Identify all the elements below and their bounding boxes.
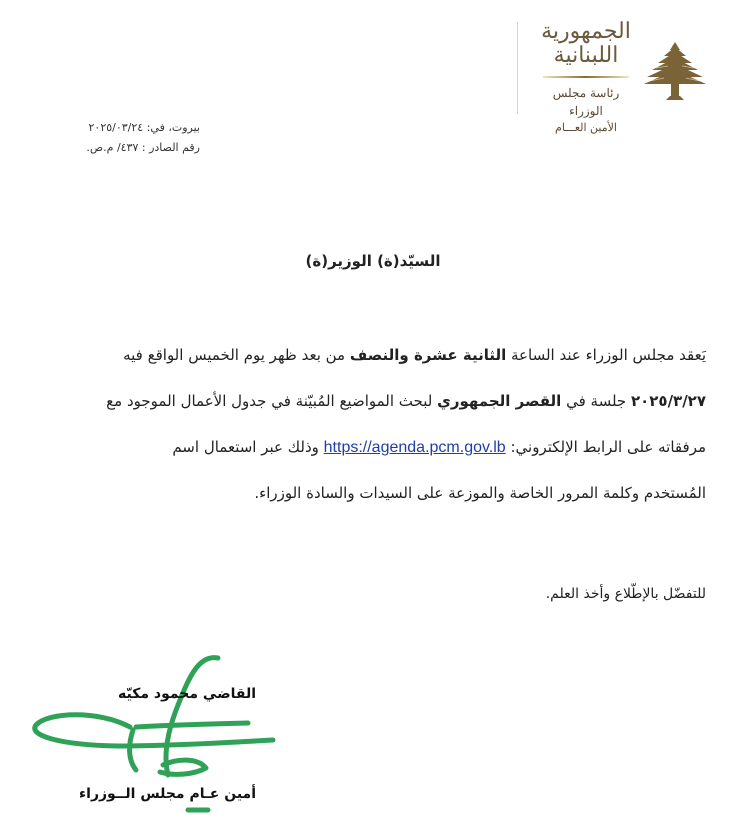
gold-rule [543,76,629,78]
body-line-3 [84,432,706,478]
closing-line: للتفضّل بالإطّلاع وأخذ العلم. [545,586,706,602]
place-date: بيروت، في: ٢٠٢٥/٠٣/٢٤ [88,121,200,134]
body-text: وذلك عبر استعمال اسم [172,438,324,456]
republic-title-line1: الجمهورية [541,19,631,44]
body-text: يَعقد مجلس الوزراء عند الساعة [506,346,706,364]
department-name: الأمين العـــام [555,121,617,134]
signatory-title: أمين عـام مجلس الــوزراء [78,786,256,802]
body-line-4: المُستخدم وكلمة المرور الخاصة والموزعة على السيدات والسادة الوزراء. [254,484,706,502]
body-text: لبحث المواضيع المُبيّنة في جدول الأعمال الموجود مع [106,392,438,410]
cedar-tree-icon [642,38,708,104]
letterhead-emblem [536,20,636,136]
republic-title-line2: اللبنانية [553,43,619,68]
document-meta [40,118,200,158]
body-text: جلسة في [561,392,631,410]
letter-body [84,340,706,524]
body-line-1 [84,340,706,386]
letterhead-divider [517,22,518,114]
body-text: من بعد ظهر يوم الخميس الواقع فيه [123,346,350,364]
addressee: السيّد(ة) الوزير(ة) [305,252,441,270]
signatory-name: القاضي محمود مكيّه [118,686,256,702]
agenda-link[interactable]: https://agenda.pcm.gov.lb [323,439,506,456]
reference-number: رقم الصادر : ٤٣٧/ م.ص. [86,141,200,154]
office-name: رئاسة مجلس الوزراء [552,86,620,118]
meeting-date: ٢٠٢٥/٣/٢٧ [630,392,706,410]
body-line-2 [84,386,706,432]
body-text: مرفقاته على الرابط الإلكتروني: [505,438,706,456]
meeting-location: القصر الجمهوري [437,392,562,410]
meeting-time: الثانية عشرة والنصف [349,346,507,364]
